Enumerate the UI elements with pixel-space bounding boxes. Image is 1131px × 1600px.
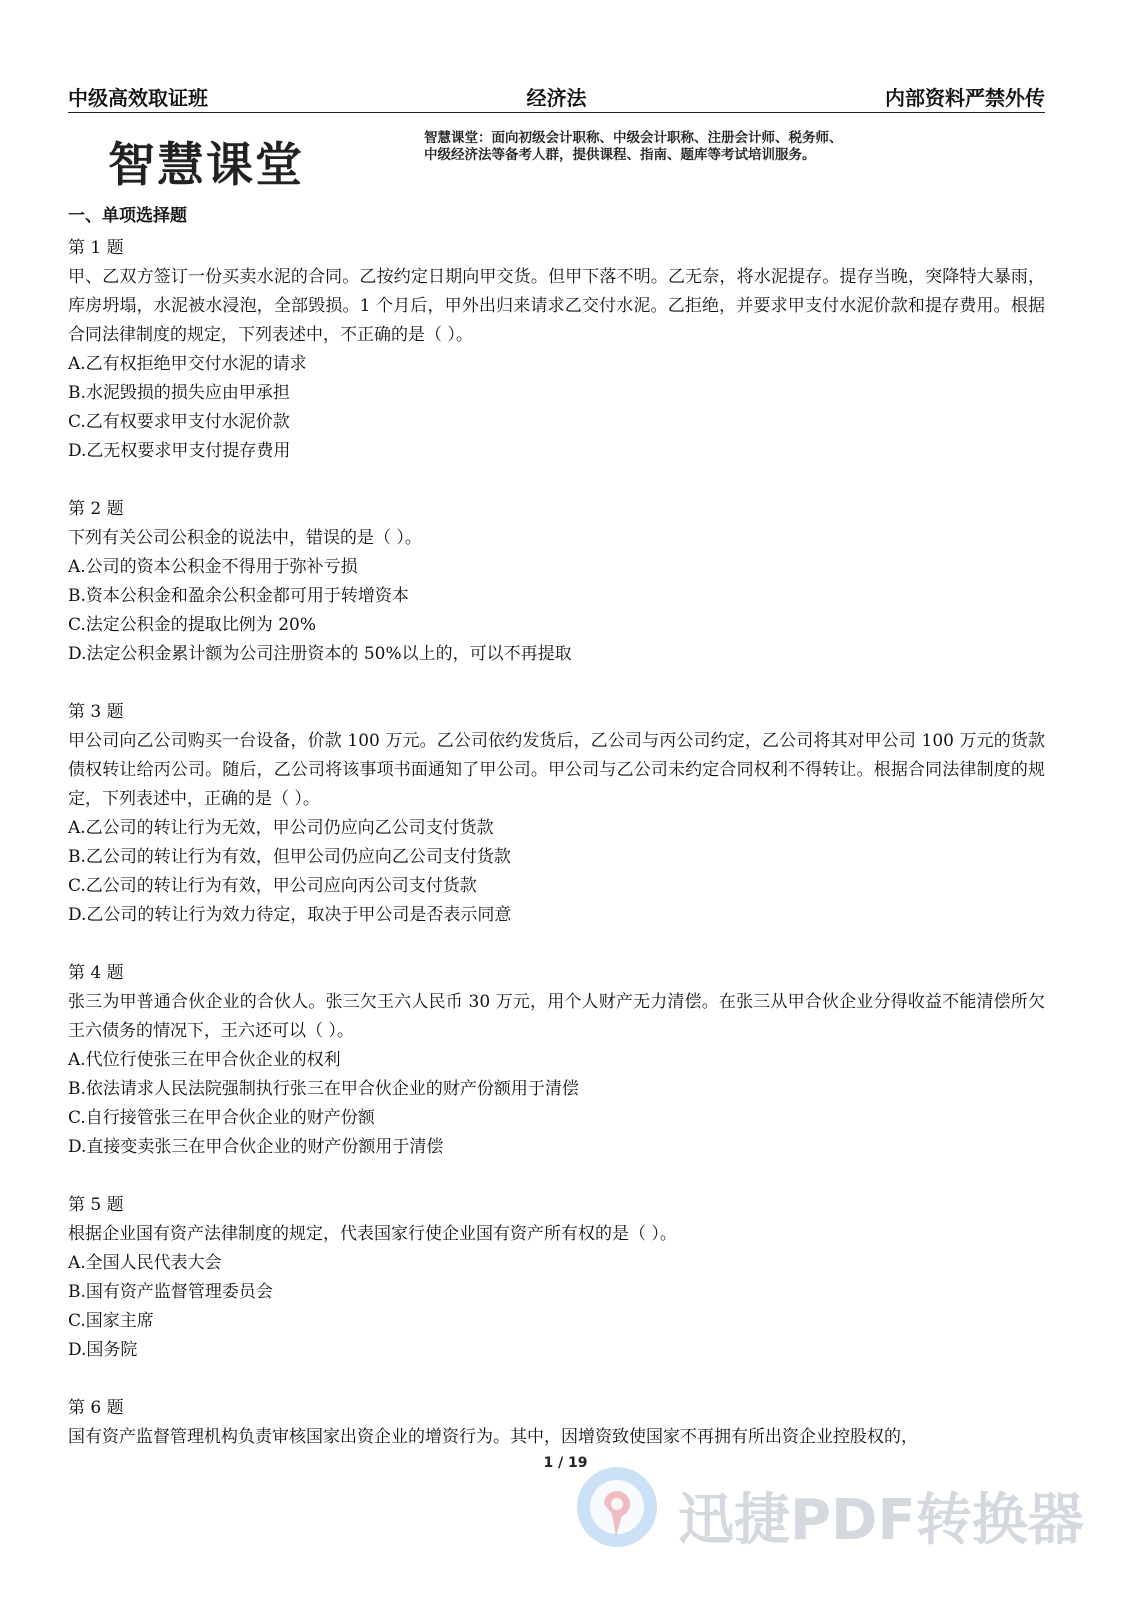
- option-d: D.乙无权要求甲支付提存费用: [68, 441, 291, 461]
- option-a: A.代位行使张三在甲合伙企业的权利: [68, 1050, 341, 1070]
- question-number: 第 4 题: [68, 963, 124, 983]
- section-title: 一、单项选择题: [68, 206, 187, 226]
- question-number: 第 5 题: [68, 1195, 124, 1215]
- page-header: [68, 80, 1045, 113]
- header-notice: 内部资料严禁外传: [885, 86, 1045, 110]
- question-3: [68, 698, 1045, 930]
- watermark: [574, 1464, 1094, 1564]
- option-c: C.自行接管张三在甲合伙企业的财产份额: [68, 1108, 375, 1128]
- question-2: [68, 495, 1045, 669]
- question-stem: 甲公司向乙公司购买一台设备，价款 100 万元。乙公司依约发货后，乙公司与丙公司约定，乙公司将其对甲公司 100 万元的货款债权转让给丙公司。随后，乙公司将该事项书面通知了甲公司。甲公司与乙公司未约定合同权利不得转让。根据合同法律制度的规定，下列表述中，正确的是（ ）。: [68, 731, 1045, 809]
- question-stem: 根据企业国有资产法律制度的规定，代表国家行使企业国有资产所有权的是（ ）。: [68, 1224, 677, 1244]
- option-d: D.法定公积金累计额为公司注册资本的 50%以上的，可以不再提取: [68, 644, 572, 664]
- question-1: [68, 234, 1045, 466]
- page-number: 1 / 19: [543, 1455, 588, 1471]
- header-course-name: 中级高效取证班: [68, 86, 208, 110]
- brand-logo: 智慧课堂: [108, 138, 304, 193]
- question-stem: 下列有关公司公积金的说法中，错误的是（ ）。: [68, 528, 422, 548]
- option-a: A.乙公司的转让行为无效，甲公司仍应向乙公司支付货款: [68, 818, 494, 838]
- option-b: B.水泥毁损的损失应由甲承担: [68, 383, 290, 403]
- option-c: C.乙有权要求甲支付水泥价款: [68, 412, 290, 432]
- brand-description: 智慧课堂：面向初级会计职称、中级会计职称、注册会计师、税务师、中级经济法等备考人群，提供课程、指南、题库等考试培训服务。: [424, 130, 843, 163]
- question-number: 第 6 题: [68, 1398, 124, 1418]
- option-a: A.全国人民代表大会: [68, 1253, 222, 1273]
- option-d: D.乙公司的转让行为效力待定，取决于甲公司是否表示同意: [68, 905, 512, 925]
- option-a: A.公司的资本公积金不得用于弥补亏损: [68, 557, 358, 577]
- question-4: [68, 959, 1045, 1162]
- watermark-text: 迅捷PDF转换器: [678, 1488, 1084, 1553]
- option-b: B.乙公司的转让行为有效，但甲公司仍应向乙公司支付货款: [68, 847, 511, 867]
- option-b: B.依法请求人民法院强制执行张三在甲合伙企业的财产份额用于清偿: [68, 1079, 579, 1099]
- question-stem: 国有资产监督管理机构负责审核国家出资企业的增资行为。其中，因增资致使国家不再拥有所出资企业控股权的，: [68, 1427, 918, 1447]
- option-c: C.国家主席: [68, 1311, 154, 1331]
- document-body: [68, 205, 1045, 1481]
- option-d: D.国务院: [68, 1340, 138, 1360]
- question-number: 第 2 题: [68, 499, 124, 519]
- converter-logo-icon: [574, 1464, 660, 1554]
- option-c: C.法定公积金的提取比例为 20%: [68, 615, 316, 635]
- question-stem: 张三为甲普通合伙企业的合伙人。张三欠王六人民币 30 万元，用个人财产无力清偿。在张三从甲合伙企业分得收益不能清偿所欠王六债务的情况下，王六还可以（ ）。: [68, 992, 1045, 1041]
- question-5: [68, 1191, 1045, 1365]
- question-number: 第 1 题: [68, 238, 124, 258]
- question-6: [68, 1394, 1045, 1452]
- header-subject: 经济法: [526, 86, 587, 110]
- option-b: B.国有资产监督管理委员会: [68, 1282, 273, 1302]
- option-d: D.直接变卖张三在甲合伙企业的财产份额用于清偿: [68, 1137, 444, 1157]
- question-number: 第 3 题: [68, 702, 124, 722]
- option-a: A.乙有权拒绝甲交付水泥的请求: [68, 354, 307, 374]
- option-c: C.乙公司的转让行为有效，甲公司应向丙公司支付货款: [68, 876, 477, 896]
- option-b: B.资本公积金和盈余公积金都可用于转增资本: [68, 586, 409, 606]
- question-stem: 甲、乙双方签订一份买卖水泥的合同。乙按约定日期向甲交货。但甲下落不明。乙无奈，将水泥提存。提存当晚，突降特大暴雨，库房坍塌，水泥被水浸泡，全部毁损。1 个月后，甲外出归来请求乙交付水泥。乙拒绝，并要求甲支付水泥价款和提存费用。根据合同法律制度的规定，下列表述中，不正确的是（ ）。: [68, 267, 1045, 345]
